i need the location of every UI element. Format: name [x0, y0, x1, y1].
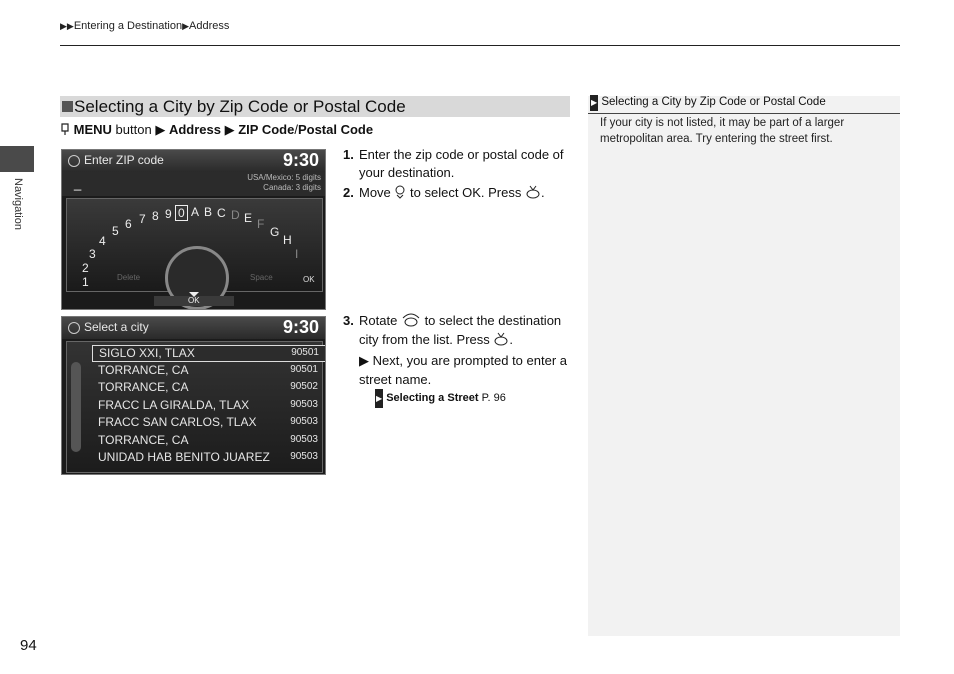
breadcrumb-item[interactable]: Entering a Destination — [73, 20, 183, 32]
step-ok-label: OK — [462, 185, 481, 200]
step-text: Next, you are prompted to enter a street name. — [359, 353, 567, 387]
back-icon[interactable] — [68, 322, 80, 334]
input-row — [62, 172, 325, 196]
list-item[interactable] — [92, 415, 324, 430]
joystick-move-icon — [394, 185, 406, 199]
menu-path-zip: ZIP Code — [238, 122, 295, 137]
screen-title: Enter ZIP code — [84, 153, 164, 167]
step-text: Move — [359, 185, 391, 200]
section-marker-icon — [62, 101, 73, 112]
key-9[interactable]: 9 — [165, 207, 172, 221]
breadcrumb — [60, 20, 229, 32]
list-item[interactable] — [92, 398, 324, 413]
key-b[interactable]: B — [204, 205, 213, 219]
zip-entry-screen — [61, 149, 326, 310]
city-name: TORRANCE, CA — [98, 433, 189, 447]
press-dial-icon — [525, 185, 541, 199]
page-number: 94 — [20, 637, 37, 654]
cross-reference[interactable] — [343, 389, 573, 408]
ok-bar-label: OK — [188, 296, 200, 305]
step-text: . Press — [480, 185, 522, 200]
step-number: 2. — [343, 185, 354, 200]
key-c[interactable]: C — [217, 206, 226, 220]
zip-code: 90503 — [290, 416, 318, 427]
press-dial-icon — [493, 332, 509, 346]
list-item[interactable] — [92, 380, 324, 395]
step-number: 1. — [343, 147, 354, 162]
step-text: Rotate — [359, 313, 398, 328]
delete-key[interactable]: Delete — [117, 273, 141, 282]
key-8[interactable]: 8 — [152, 209, 159, 223]
key-f[interactable]: F — [257, 217, 265, 231]
city-name: TORRANCE, CA — [98, 363, 189, 377]
chapter-tab — [0, 146, 34, 172]
city-name: FRACC SAN CARLOS, TLAX — [98, 415, 257, 429]
hint-usa: USA/Mexico: 5 digits — [247, 173, 321, 182]
list-item[interactable] — [92, 433, 324, 448]
step-3 — [343, 311, 573, 349]
key-7[interactable]: 7 — [139, 212, 146, 226]
key-g[interactable]: G — [270, 225, 280, 239]
step-number: 3. — [343, 313, 354, 328]
step-1 — [343, 146, 573, 182]
ok-key[interactable]: OK — [303, 275, 315, 284]
key-3[interactable]: 3 — [89, 247, 96, 261]
key-4[interactable]: 4 — [99, 234, 106, 248]
zip-code: 90503 — [290, 451, 318, 462]
rotate-dial-icon — [401, 312, 421, 328]
zip-cursor[interactable]: _ — [74, 176, 82, 191]
zip-code: 90503 — [290, 434, 318, 445]
zip-code: 90502 — [290, 381, 318, 392]
menu-path — [60, 122, 373, 138]
step-2 — [343, 184, 573, 202]
section-title: Selecting a City by Zip Code or Postal Code — [74, 97, 406, 116]
key-d[interactable]: D — [231, 208, 240, 222]
clock: 9:30 — [282, 317, 319, 337]
reference-title[interactable]: Selecting a Street — [386, 392, 479, 404]
key-a[interactable]: A — [191, 205, 200, 219]
step-text: to select the destination city from the list. Press — [359, 313, 562, 347]
result-arrow-icon: ▶ — [359, 353, 373, 368]
ok-bar[interactable] — [154, 296, 234, 306]
hint-canada: Canada: 3 digits — [263, 183, 321, 192]
keyboard-dial — [66, 198, 323, 292]
menu-path-postal: Postal Code — [297, 122, 374, 137]
menu-path-button: button — [115, 122, 152, 137]
sidebar-panel — [588, 96, 900, 636]
city-name: SIGLO XXI, TLAX — [99, 346, 195, 360]
step-text: . — [509, 332, 513, 347]
steps-1-2 — [343, 146, 573, 204]
key-2[interactable]: 2 — [82, 261, 89, 275]
key-5[interactable]: 5 — [112, 224, 119, 238]
breadcrumb-separator: ▶ — [182, 21, 189, 31]
reference-arrow-icon: ▶ — [375, 389, 383, 408]
key-6[interactable]: 6 — [125, 217, 132, 231]
zip-code: 90501 — [290, 364, 318, 375]
city-list-screen — [61, 316, 326, 475]
menu-path-address: Address — [168, 122, 221, 137]
sidebar-heading-text: Selecting a City by Zip Code or Postal Code — [601, 96, 826, 108]
back-icon[interactable] — [68, 155, 80, 167]
menu-path-menu: MENU — [73, 122, 112, 137]
reference-page: P. 96 — [481, 392, 506, 404]
space-key[interactable]: Space — [250, 273, 273, 282]
key-e[interactable]: E — [244, 211, 253, 225]
step-text: to select — [410, 185, 459, 200]
list-item[interactable] — [92, 345, 326, 362]
breadcrumb-arrows: ▶▶ — [60, 21, 74, 31]
home-button-icon — [60, 123, 70, 136]
chevron-right-icon: ▶ — [155, 122, 166, 137]
step-3-block — [343, 311, 573, 408]
city-name: TORRANCE, CA — [98, 380, 189, 394]
zip-code: 90501 — [291, 347, 319, 358]
sidebar-arrow-icon: ▶ — [590, 95, 598, 111]
scrollbar[interactable] — [71, 362, 81, 452]
step-3-result — [343, 351, 573, 389]
key-1[interactable]: 1 — [82, 275, 89, 289]
zip-code: 90503 — [290, 399, 318, 410]
menu-path-slash: / — [294, 122, 298, 137]
chapter-label: Navigation — [12, 178, 24, 230]
sidebar-heading — [588, 94, 900, 114]
list-item[interactable] — [92, 363, 324, 378]
city-name: UNIDAD HAB BENITO JUAREZ — [98, 450, 270, 464]
breadcrumb-item[interactable]: Address — [189, 20, 230, 32]
step-text: . — [540, 185, 545, 200]
key-i[interactable]: I — [295, 247, 299, 261]
screen-header — [62, 150, 325, 172]
sidebar-text: If your city is not listed, it may be part of a larger metropolitan area. Try entering the street first. — [600, 117, 845, 145]
chevron-right-icon: ▶ — [224, 122, 235, 137]
list-item[interactable] — [92, 450, 324, 465]
screen-title: Select a city — [84, 320, 149, 334]
screen-header — [62, 317, 325, 339]
key-h[interactable]: H — [283, 233, 292, 247]
key-0[interactable]: 0 — [175, 205, 188, 221]
clock: 9:30 — [282, 150, 319, 170]
header-rule — [60, 45, 900, 46]
city-name: FRACC LA GIRALDA, TLAX — [98, 398, 250, 412]
step-text: Enter the zip code or postal code of your destination. — [359, 147, 564, 180]
